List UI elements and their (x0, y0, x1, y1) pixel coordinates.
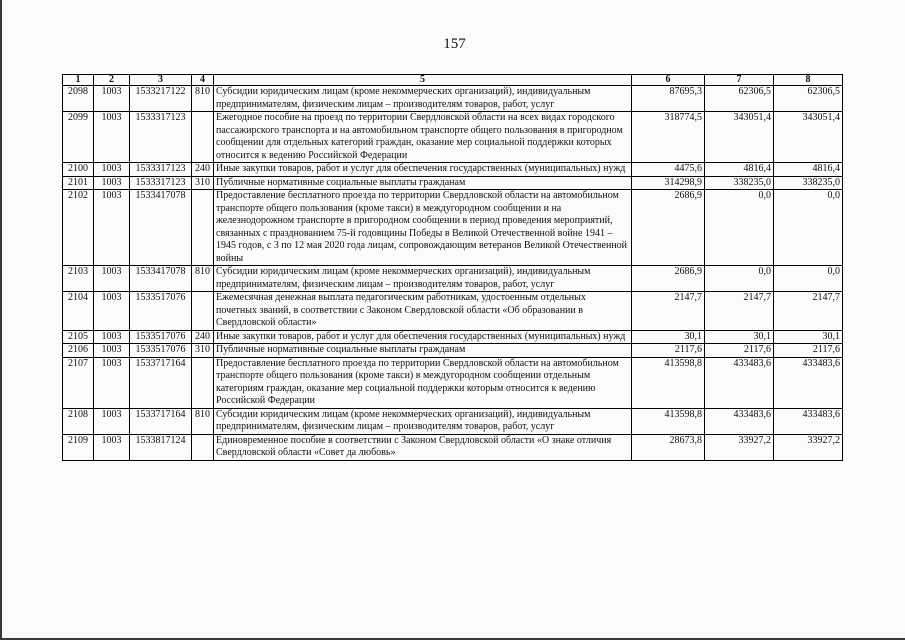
section-code-cell: 1003 (94, 176, 130, 190)
column-header: 6 (632, 75, 705, 86)
row-number-cell: 2105 (63, 330, 94, 344)
column-header: 1 (63, 75, 94, 86)
amount-cell-col6: 2686,9 (632, 266, 705, 292)
amount-cell-col7: 0,0 (705, 266, 774, 292)
section-code-cell: 1003 (94, 112, 130, 163)
budget-table (62, 74, 843, 461)
amount-cell-col7: 0,0 (705, 190, 774, 266)
row-number-cell: 2103 (63, 266, 94, 292)
amount-cell-col7: 33927,2 (705, 434, 774, 460)
amount-cell-col6: 28673,8 (632, 434, 705, 460)
table-header-row (63, 75, 843, 86)
amount-cell-col6: 413598,8 (632, 357, 705, 408)
table-row (63, 176, 843, 190)
description-cell: Предоставление бесплатного проезда по территории Свердловской области на автомобильном транспорте общего пользования (кроме такси) в междугородном сообщении отдельным категориям граждан, оказание мер социальной поддержки которым относится к ведению Российской Федерации (214, 357, 632, 408)
section-code-cell: 1003 (94, 434, 130, 460)
amount-cell-col7: 2117,6 (705, 344, 774, 358)
column-header: 3 (130, 75, 192, 86)
section-code-cell: 1003 (94, 266, 130, 292)
section-code-cell: 1003 (94, 190, 130, 266)
section-code-cell: 1003 (94, 292, 130, 331)
expense-type-cell (192, 190, 214, 266)
description-cell: Ежемесячная денежная выплата педагогическим работникам, удостоенным отдельных почетных званий, в соответствии с Законом Свердловской области «Об образовании в Свердловской области» (214, 292, 632, 331)
amount-cell-col7: 62306,5 (705, 86, 774, 112)
row-number-cell: 2102 (63, 190, 94, 266)
target-article-cell: 1533417078 (130, 266, 192, 292)
table-body (63, 86, 843, 461)
column-header: 4 (192, 75, 214, 86)
description-cell: Иные закупки товаров, работ и услуг для обеспечения государственных (муниципальных) нужд (214, 330, 632, 344)
expense-type-cell (192, 434, 214, 460)
table-row (63, 408, 843, 434)
column-header: 2 (94, 75, 130, 86)
section-code-cell: 1003 (94, 344, 130, 358)
amount-cell-col7: 338235,0 (705, 176, 774, 190)
target-article-cell: 1533517076 (130, 344, 192, 358)
amount-cell-col8: 338235,0 (774, 176, 843, 190)
target-article-cell: 1533417078 (130, 190, 192, 266)
amount-cell-col8: 433483,6 (774, 408, 843, 434)
description-cell: Публичные нормативные социальные выплаты гражданам (214, 344, 632, 358)
expense-type-cell: 810 (192, 408, 214, 434)
amount-cell-col8: 0,0 (774, 190, 843, 266)
section-code-cell: 1003 (94, 330, 130, 344)
table-row (63, 266, 843, 292)
amount-cell-col7: 2147,7 (705, 292, 774, 331)
table-row (63, 434, 843, 460)
description-cell: Иные закупки товаров, работ и услуг для обеспечения государственных (муниципальных) нужд (214, 163, 632, 177)
amount-cell-col8: 33927,2 (774, 434, 843, 460)
expense-type-cell (192, 357, 214, 408)
description-cell: Ежегодное пособие на проезд по территории Свердловской области на всех видах городского пассажирского транспорта и на автомобильном транспорте общего пользования в пригородном сообщении для отдельных категорий граждан, оказание мер социальной поддержки которых относится к ведению Российской Федерации (214, 112, 632, 163)
target-article-cell: 1533717164 (130, 408, 192, 434)
amount-cell-col8: 2117,6 (774, 344, 843, 358)
amount-cell-col8: 62306,5 (774, 86, 843, 112)
section-code-cell: 1003 (94, 163, 130, 177)
amount-cell-col6: 2117,6 (632, 344, 705, 358)
row-number-cell: 2106 (63, 344, 94, 358)
description-cell: Предоставление бесплатного проезда по территории Свердловской области на автомобильном транспорте общего пользования (кроме такси) в междугородном сообщении и на железнодорожном транспорте в пригородном сообщении в период проведения мероприятий, связанных с празднованием 75-й годовщины Победы в Великой Отечественной войне 1941 – 1945 годов, с 3 по 12 мая 2020 года лицам, сопровождающим ветеранов Великой Отечественной войны (214, 190, 632, 266)
table-row (63, 344, 843, 358)
row-number-cell: 2107 (63, 357, 94, 408)
expense-type-cell: 810 (192, 266, 214, 292)
amount-cell-col7: 433483,6 (705, 408, 774, 434)
table-row (63, 330, 843, 344)
amount-cell-col8: 0,0 (774, 266, 843, 292)
amount-cell-col7: 343051,4 (705, 112, 774, 163)
expense-type-cell (192, 292, 214, 331)
table-row (63, 357, 843, 408)
row-number-cell: 2104 (63, 292, 94, 331)
column-header: 7 (705, 75, 774, 86)
row-number-cell: 2101 (63, 176, 94, 190)
amount-cell-col7: 433483,6 (705, 357, 774, 408)
target-article-cell: 1533517076 (130, 292, 192, 331)
amount-cell-col8: 30,1 (774, 330, 843, 344)
target-article-cell: 1533317123 (130, 112, 192, 163)
amount-cell-col6: 413598,8 (632, 408, 705, 434)
description-cell: Субсидии юридическим лицам (кроме некоммерческих организаций), индивидуальным предпринимателям, физическим лицам – производителям товаров, работ, услуг (214, 86, 632, 112)
page-number: 157 (443, 36, 466, 52)
expense-type-cell: 810 (192, 86, 214, 112)
target-article-cell: 1533217122 (130, 86, 192, 112)
amount-cell-col6: 2686,9 (632, 190, 705, 266)
row-number-cell: 2098 (63, 86, 94, 112)
table-row (63, 163, 843, 177)
section-code-cell: 1003 (94, 86, 130, 112)
section-code-cell: 1003 (94, 357, 130, 408)
amount-cell-col8: 343051,4 (774, 112, 843, 163)
amount-cell-col6: 318774,5 (632, 112, 705, 163)
description-cell: Субсидии юридическим лицам (кроме некоммерческих организаций), индивидуальным предпринимателям, физическим лицам – производителям товаров, работ, услуг (214, 266, 632, 292)
expense-type-cell: 240 (192, 163, 214, 177)
row-number-cell: 2109 (63, 434, 94, 460)
description-cell: Публичные нормативные социальные выплаты гражданам (214, 176, 632, 190)
expense-type-cell (192, 112, 214, 163)
amount-cell-col7: 4816,4 (705, 163, 774, 177)
amount-cell-col6: 314298,9 (632, 176, 705, 190)
amount-cell-col8: 4816,4 (774, 163, 843, 177)
amount-cell-col6: 4475,6 (632, 163, 705, 177)
amount-cell-col7: 30,1 (705, 330, 774, 344)
target-article-cell: 1533717164 (130, 357, 192, 408)
target-article-cell: 1533317123 (130, 163, 192, 177)
row-number-cell: 2099 (63, 112, 94, 163)
row-number-cell: 2108 (63, 408, 94, 434)
table-row (63, 112, 843, 163)
column-header: 8 (774, 75, 843, 86)
table-row (63, 86, 843, 112)
target-article-cell: 1533817124 (130, 434, 192, 460)
amount-cell-col6: 30,1 (632, 330, 705, 344)
table-row (63, 292, 843, 331)
expense-type-cell: 240 (192, 330, 214, 344)
expense-type-cell: 310 (192, 176, 214, 190)
description-cell: Единовременное пособие в соответствии с Законом Свердловской области «О знаке отличия Свердловской области «Совет да любовь» (214, 434, 632, 460)
target-article-cell: 1533317123 (130, 176, 192, 190)
row-number-cell: 2100 (63, 163, 94, 177)
expense-type-cell: 310 (192, 344, 214, 358)
amount-cell-col8: 433483,6 (774, 357, 843, 408)
description-cell: Субсидии юридическим лицам (кроме некоммерческих организаций), индивидуальным предпринимателям, физическим лицам – производителям товаров, работ, услуг (214, 408, 632, 434)
amount-cell-col8: 2147,7 (774, 292, 843, 331)
section-code-cell: 1003 (94, 408, 130, 434)
table-row (63, 190, 843, 266)
column-header: 5 (214, 75, 632, 86)
target-article-cell: 1533517076 (130, 330, 192, 344)
amount-cell-col6: 87695,3 (632, 86, 705, 112)
amount-cell-col6: 2147,7 (632, 292, 705, 331)
